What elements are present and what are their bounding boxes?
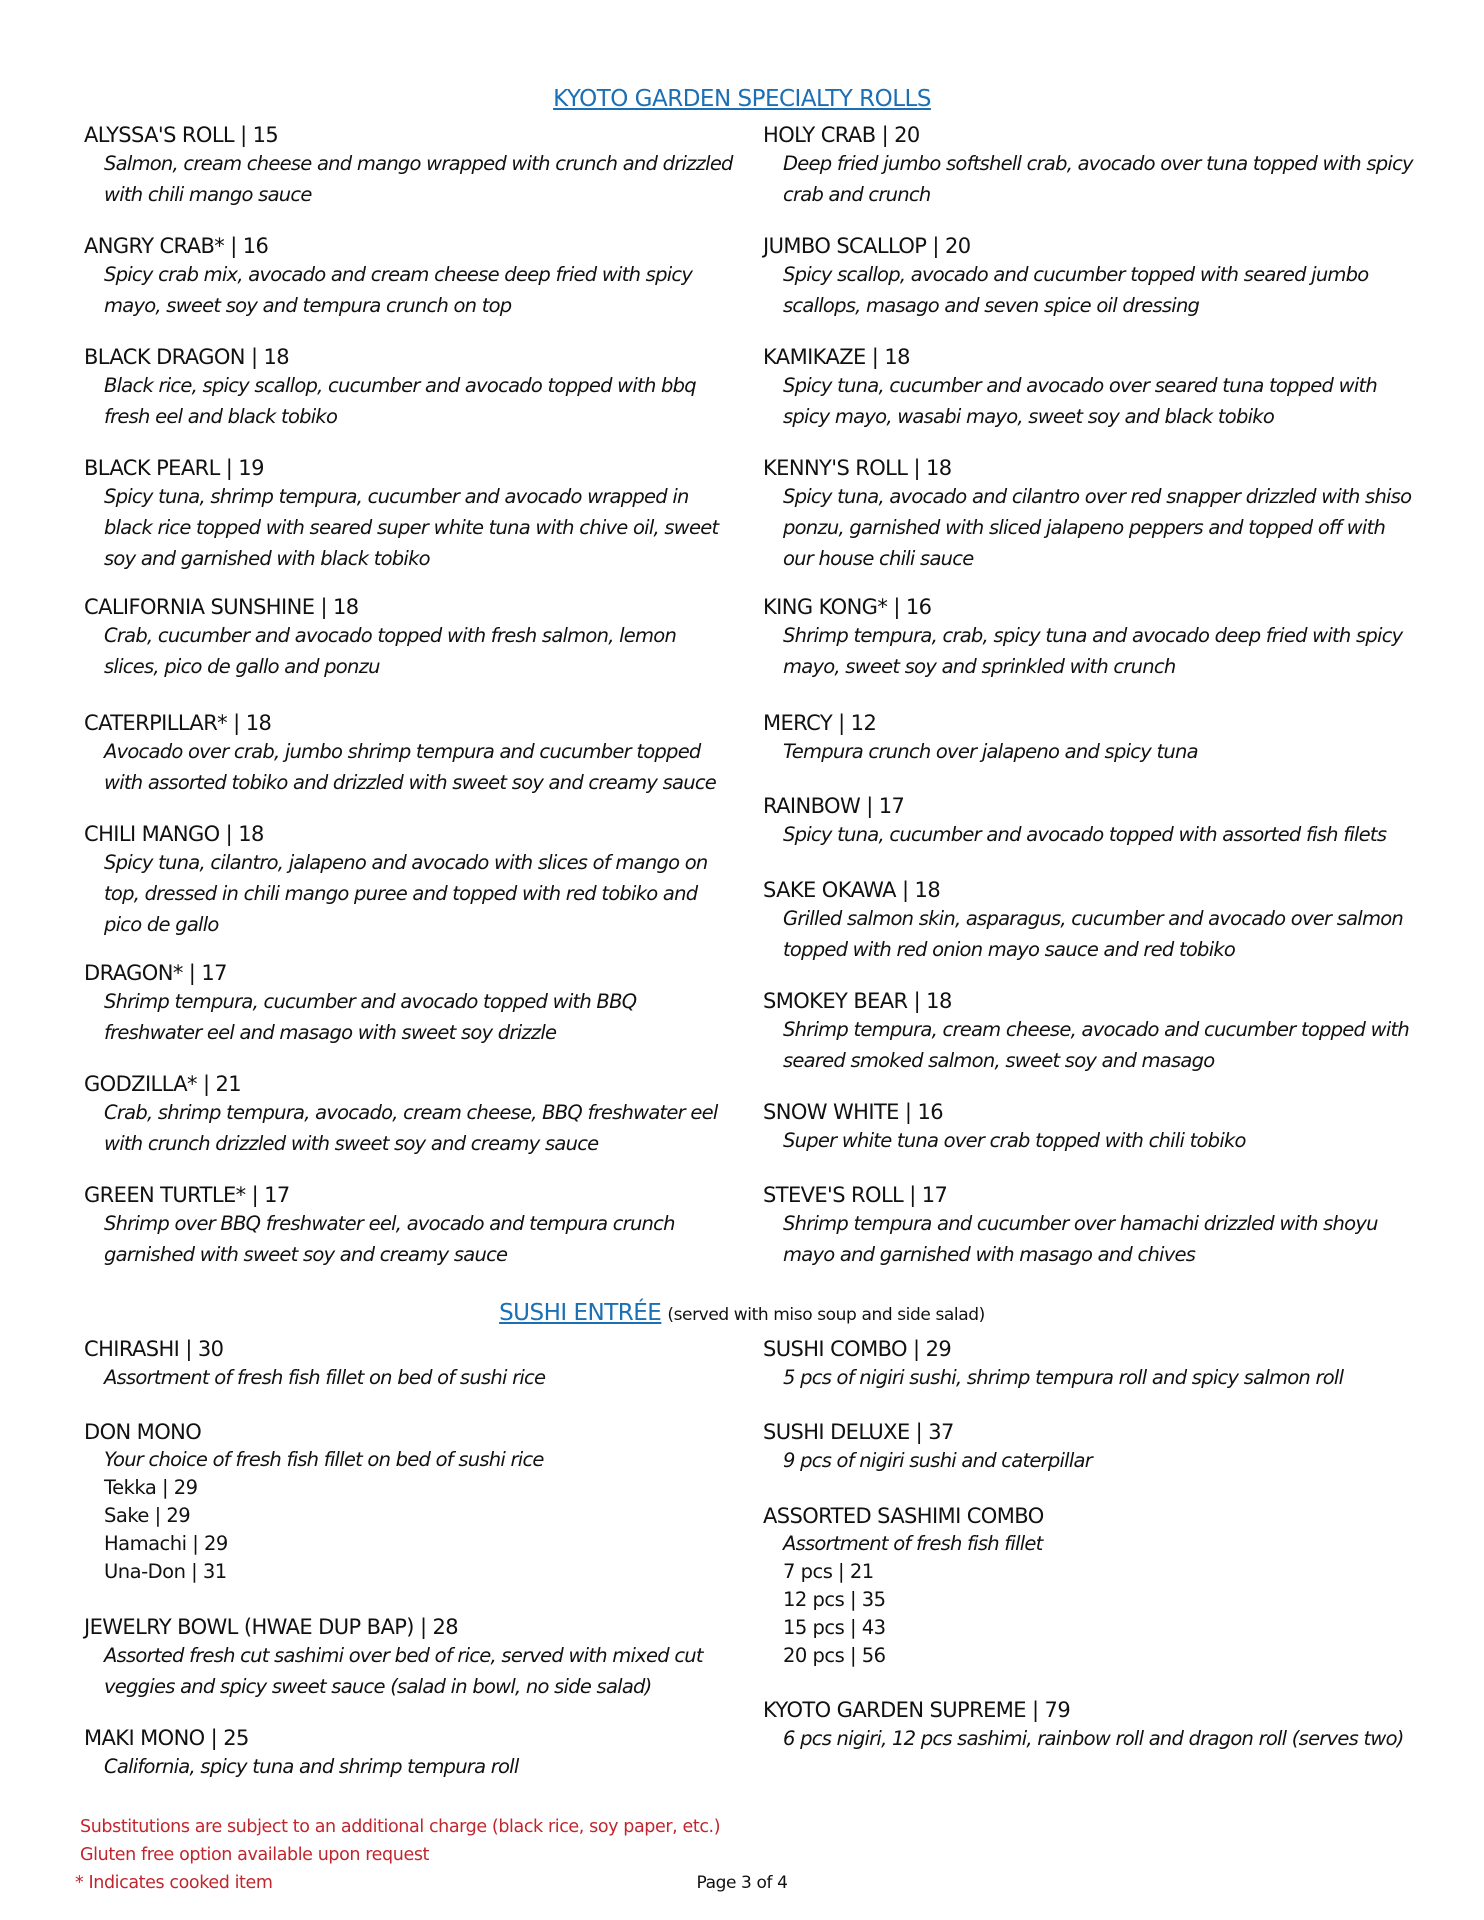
item-description: 5 pcs of nigiri sushi, shrimp tempura roll and spicy salmon roll xyxy=(783,1366,1344,1389)
menu-item xyxy=(84,234,734,321)
menu-item xyxy=(763,456,1413,574)
item-name: KING KONG* | 16 xyxy=(763,595,932,619)
item-description: Spicy tuna, cilantro, jalapeno and avocado with slices of mango on top, dressed in chili mango puree and topped with red tobiko and pico de gallo xyxy=(104,851,708,936)
item-name: KAMIKAZE | 18 xyxy=(763,345,910,369)
item-description: Spicy tuna, shrimp tempura, cucumber and avocado wrapped in black rice topped with seared super white tuna with chive oil, sweet soy and garnished with black tobiko xyxy=(104,485,719,570)
specialty-rolls-heading xyxy=(0,86,1484,112)
item-description: Assortment of fresh fish fillet on bed of sushi rice xyxy=(104,1366,546,1389)
menu-item xyxy=(84,1420,734,1586)
item-description: Shrimp tempura, cucumber and avocado topped with BBQ freshwater eel and masago with sweet soy drizzle xyxy=(104,990,637,1044)
item-name: GREEN TURTLE* | 17 xyxy=(84,1183,290,1207)
item-description: Shrimp tempura and cucumber over hamachi drizzled with shoyu mayo and garnished with masago and chives xyxy=(783,1212,1378,1266)
item-name: HOLY CRAB | 20 xyxy=(763,123,920,147)
item-description: California, spicy tuna and shrimp tempura roll xyxy=(104,1755,519,1778)
menu-item xyxy=(84,595,734,682)
menu-item xyxy=(763,1504,1413,1670)
item-name: KYOTO GARDEN SUPREME | 79 xyxy=(763,1698,1071,1722)
option: 15 pcs | 43 xyxy=(783,1616,886,1639)
item-name: KENNY'S ROLL | 18 xyxy=(763,456,952,480)
specialty-rolls-title: KYOTO GARDEN SPECIALTY ROLLS xyxy=(553,86,931,112)
option: 7 pcs | 21 xyxy=(783,1560,874,1583)
menu-item xyxy=(763,595,1413,682)
item-description: Super white tuna over crab topped with chili tobiko xyxy=(783,1129,1246,1152)
item-name: MAKI MONO | 25 xyxy=(84,1726,249,1750)
menu-item xyxy=(84,456,734,574)
item-name: CATERPILLAR* | 18 xyxy=(84,711,272,735)
item-description: Shrimp tempura, cream cheese, avocado and cucumber topped with seared smoked salmon, sweet soy and masago xyxy=(783,1018,1409,1072)
sushi-entree-title: SUSHI ENTRÉE xyxy=(499,1300,662,1326)
menu-item xyxy=(763,711,1413,767)
item-name: BLACK PEARL | 19 xyxy=(84,456,264,480)
menu-item xyxy=(763,1698,1413,1754)
menu-item xyxy=(763,794,1413,850)
menu-item xyxy=(763,989,1413,1076)
sushi-entree-note: (served with miso soup and side salad) xyxy=(667,1305,985,1325)
menu-item xyxy=(84,1183,734,1270)
item-description: 6 pcs nigiri, 12 pcs sashimi, rainbow roll and dragon roll (serves two) xyxy=(783,1727,1404,1750)
option: Tekka | 29 xyxy=(104,1476,198,1499)
menu-item xyxy=(763,123,1413,210)
item-description: Spicy scallop, avocado and cucumber topped with seared jumbo scallops, masago and seven spice oil dressing xyxy=(783,263,1369,317)
page-number: Page 3 of 4 xyxy=(696,1873,788,1893)
item-name: MERCY | 12 xyxy=(763,711,877,735)
item-description: Grilled salmon skin, asparagus, cucumber and avocado over salmon topped with red onion mayo sauce and red tobiko xyxy=(783,907,1404,961)
option: Sake | 29 xyxy=(104,1504,191,1527)
menu-item xyxy=(763,878,1413,965)
item-name: CHIRASHI | 30 xyxy=(84,1337,224,1361)
item-name: CHILI MANGO | 18 xyxy=(84,822,264,846)
option: Una-Don | 31 xyxy=(104,1560,227,1583)
option: 20 pcs | 56 xyxy=(783,1644,886,1667)
item-name: SUSHI COMBO | 29 xyxy=(763,1337,952,1361)
item-name: SMOKEY BEAR | 18 xyxy=(763,989,952,1013)
item-description: Spicy crab mix, avocado and cream cheese deep fried with spicy mayo, sweet soy and tempura crunch on top xyxy=(104,263,693,317)
item-name: ANGRY CRAB* | 16 xyxy=(84,234,269,258)
item-name: JEWELRY BOWL (HWAE DUP BAP) | 28 xyxy=(84,1615,459,1639)
menu-item xyxy=(84,1072,734,1159)
menu-item xyxy=(763,1337,1413,1393)
item-description: Crab, shrimp tempura, avocado, cream cheese, BBQ freshwater eel with crunch drizzled with sweet soy and creamy sauce xyxy=(104,1101,718,1155)
item-description: Shrimp tempura, crab, spicy tuna and avocado deep fried with spicy mayo, sweet soy and sprinkled with crunch xyxy=(783,624,1403,678)
item-name: BLACK DRAGON | 18 xyxy=(84,345,290,369)
item-name: SNOW WHITE | 16 xyxy=(763,1100,944,1124)
menu-item xyxy=(763,1100,1413,1156)
menu-item xyxy=(763,234,1413,321)
substitution-note: Substitutions are subject to an additional charge (black rice, soy paper, etc.) xyxy=(80,1817,721,1837)
menu-item xyxy=(84,1337,734,1393)
item-name: RAINBOW | 17 xyxy=(763,794,905,818)
item-description: Shrimp over BBQ freshwater eel, avocado and tempura crunch garnished with sweet soy and creamy sauce xyxy=(104,1212,675,1266)
item-description: Salmon, cream cheese and mango wrapped with crunch and drizzled with chili mango sauce xyxy=(104,152,733,206)
item-name: SAKE OKAWA | 18 xyxy=(763,878,941,902)
item-description: Crab, cucumber and avocado topped with fresh salmon, lemon slices, pico de gallo and ponzu xyxy=(104,624,677,678)
item-description: Deep fried jumbo softshell crab, avocado over tuna topped with spicy crab and crunch xyxy=(783,152,1413,206)
menu-item xyxy=(84,1615,734,1702)
item-description: Tempura crunch over jalapeno and spicy tuna xyxy=(783,740,1198,763)
option: Hamachi | 29 xyxy=(104,1532,228,1555)
menu-item xyxy=(84,822,734,940)
item-name: CALIFORNIA SUNSHINE | 18 xyxy=(84,595,359,619)
item-name: STEVE'S ROLL | 17 xyxy=(763,1183,948,1207)
menu-item xyxy=(84,1726,734,1782)
menu-item xyxy=(84,123,734,210)
item-description: Spicy tuna, cucumber and avocado topped with assorted fish filets xyxy=(783,823,1387,846)
menu-item xyxy=(763,1420,1413,1476)
item-description: Assorted fresh cut sashimi over bed of rice, served with mixed cut veggies and spicy sweet sauce (salad in bowl, no side salad) xyxy=(104,1644,703,1698)
item-description: Black rice, spicy scallop, cucumber and avocado topped with bbq fresh eel and black tobiko xyxy=(104,374,696,428)
menu-item xyxy=(84,961,734,1048)
item-description: Avocado over crab, jumbo shrimp tempura and cucumber topped with assorted tobiko and drizzled with sweet soy and creamy sauce xyxy=(104,740,717,794)
item-name: DON MONO xyxy=(84,1420,202,1444)
item-name: GODZILLA* | 21 xyxy=(84,1072,242,1096)
item-description: 9 pcs of nigiri sushi and caterpillar xyxy=(783,1449,1092,1472)
item-name: ASSORTED SASHIMI COMBO xyxy=(763,1504,1044,1528)
item-description: Assortment of fresh fish fillet xyxy=(783,1532,1043,1555)
option: 12 pcs | 35 xyxy=(783,1588,886,1611)
cooked-item-note: * Indicates cooked item xyxy=(75,1873,273,1893)
item-name: ALYSSA'S ROLL | 15 xyxy=(84,123,279,147)
item-description: Your choice of fresh fish fillet on bed of sushi rice xyxy=(104,1448,544,1471)
item-name: JUMBO SCALLOP | 20 xyxy=(763,234,971,258)
item-description: Spicy tuna, cucumber and avocado over seared tuna topped with spicy mayo, wasabi mayo, sweet soy and black tobiko xyxy=(783,374,1377,428)
menu-item xyxy=(84,711,734,798)
menu-item xyxy=(763,345,1413,432)
item-name: SUSHI DELUXE | 37 xyxy=(763,1420,954,1444)
item-name: DRAGON* | 17 xyxy=(84,961,227,985)
menu-item xyxy=(763,1183,1413,1270)
sushi-entree-heading xyxy=(0,1300,1484,1326)
gluten-free-note: Gluten free option available upon request xyxy=(80,1845,429,1865)
menu-item xyxy=(84,345,734,432)
item-description: Spicy tuna, avocado and cilantro over red snapper drizzled with shiso ponzu, garnished with sliced jalapeno peppers and topped off with our house chili sauce xyxy=(783,485,1412,570)
